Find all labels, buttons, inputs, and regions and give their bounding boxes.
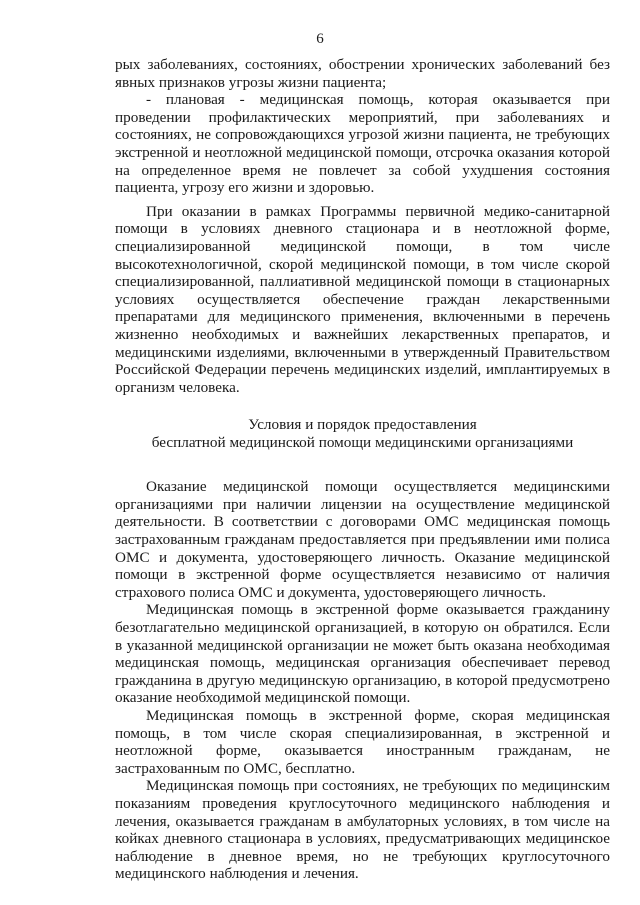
paragraph-planned-care: - плановая - медицинская помощь, которая оказывается при проведении профилактических мероприятий, при заболеваниях и состояниях, не сопровождающихся угрозой жизни пациента, не требующих экстренной и неотложной медицинской помощи, отсрочка оказания которой на определенное время не повлечет за собой ухудшения состояния пациента, угрозу его жизни и здоровью. xyxy=(115,91,610,197)
page-number: 6 xyxy=(316,31,324,47)
paragraph-licensing: Оказание медицинской помощи осуществляется медицинскими организациями при наличии лицензии на осуществление медицинской деятельности. В соответствии с договорами ОМС медицинская помощь застрахованным гражданам предоставляется при предъявлении ими полиса ОМС и документа, удостоверяющего личность. Оказание медицинской помощи в экстренной форме осуществляется независимо от наличия страхового полиса ОМС и документа, удостоверяющего личность. xyxy=(115,478,610,601)
document-body xyxy=(115,56,610,883)
paragraph-outpatient-care: Медицинская помощь при состояниях, не требующих по медицинским показаниям проведения круглосуточного медицинского наблюдения и лечения, оказывается гражданам в амбулаторных условиях, в том числе на койках дневного стационара в условиях, предусматривающих медицинское наблюдение в дневное время, но не требующих круглосуточного медицинского наблюдения и лечения. xyxy=(115,777,610,883)
section-heading-line-1: Условия и порядок предоставления xyxy=(248,416,477,434)
paragraph-continuation: рых заболеваниях, состояниях, обострении хронических заболеваний без явных признаков угрозы жизни пациента; xyxy=(115,56,610,91)
section-heading-line-2: бесплатной медицинской помощи медицинскими организациями xyxy=(151,434,574,452)
paragraph-emergency-care: Медицинская помощь в экстренной форме оказывается гражданину безотлагательно медицинской организацией, в которую он обратился. Если в указанной медицинской организации не может быть оказана необходимая медицинская помощь, медицинская организация обеспечивает перевод гражданина в другую медицинскую организацию, в которой предусмотрено оказание необходимой медицинской помощи. xyxy=(115,601,610,707)
paragraph-medication-provision: При оказании в рамках Программы первичной медико-санитарной помощи в условиях дневного стационара и в неотложной форме, специализированной медицинской помощи, в том числе высокотехнологичной, скорой медицинской помощи, в том числе скорой специализированной, паллиативной медицинской помощи в стационарных условиях осуществляется обеспечение граждан лекарственными препаратами для медицинского применения, включенными в перечень жизненно необходимых и важнейших лекарственных препаратов, и медицинскими изделиями, включенными в утвержденный Правительством Российской Федерации перечень медицинских изделий, имплантируемых в организм человека. xyxy=(115,202,610,396)
section-heading xyxy=(115,416,610,452)
paragraph-foreign-citizens: Медицинская помощь в экстренной форме, скорая медицинская помощь, в том числе скорая специализированная, в экстренной и неотложной форме, оказывается иностранным гражданам, не застрахованным по ОМС, бесплатно. xyxy=(115,707,610,777)
